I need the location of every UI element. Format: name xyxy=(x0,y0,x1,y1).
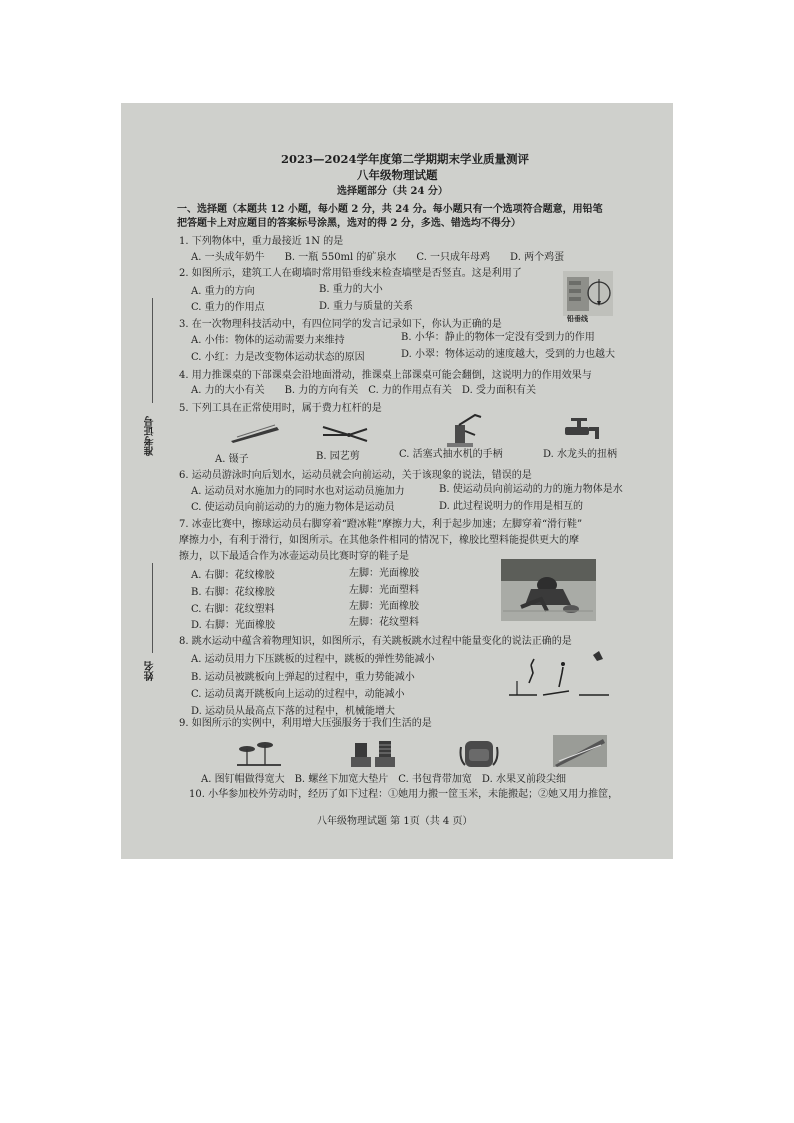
q7-option-a-left: 左脚：光面橡胶 xyxy=(349,568,419,579)
q2-option-b: B. 重力的大小 xyxy=(319,284,383,295)
page-footer: 八年级物理试题 第 1页（共 4 页） xyxy=(317,816,473,827)
diving-board-figure xyxy=(507,647,611,699)
q2-option-a: A. 重力的方向 xyxy=(191,286,255,297)
curling-photo xyxy=(501,559,596,621)
q3-option-d: D. 小翠：物体运动的速度越大，受到的力也越大 xyxy=(401,349,616,360)
q8-option-c: C. 运动员离开跳板向上运动的过程中，动能减小 xyxy=(191,689,405,700)
q7-option-d-left: 左脚：花纹塑料 xyxy=(349,617,419,628)
screw-washer-figure xyxy=(349,735,399,769)
q6-option-b: B. 使运动员向前运动的力的施力物体是水 xyxy=(439,484,623,495)
q3-option-c: C. 小红：力是改变物体运动状态的原因 xyxy=(191,352,365,363)
binding-line-mid xyxy=(152,563,153,653)
q6-stem: 6. 运动员游泳时向后划水，运动员就会向前运动，关于该现象的说法，错误的是 xyxy=(179,470,532,481)
binding-line-top xyxy=(152,298,153,403)
backpack-figure xyxy=(457,735,501,769)
q7-line1: 7. 冰壶比赛中，擦球运动员右脚穿着“蹬冰鞋”摩擦力大，利于起步加速；左脚穿着“滑行鞋” xyxy=(179,519,583,530)
name-label: 姓名 xyxy=(145,661,156,681)
q3-option-b: B. 小华：静止的物体一定没有受到力的作用 xyxy=(401,332,595,343)
q9-stem: 9. 如图所示的实例中，利用增大压强服务于我们生活的是 xyxy=(179,718,432,729)
exam-sheet xyxy=(121,103,673,859)
instructions-line2: 把答题卡上对应题目的答案标号涂黑，选对的得 2 分，多选、错选均不得分） xyxy=(177,218,521,229)
plumb-line-label: 铅垂线 xyxy=(567,314,588,323)
faucet-figure xyxy=(563,417,603,445)
water-pump-figure xyxy=(441,413,485,449)
q10-stem: 10. 小华参加校外劳动时，经历了如下过程：①她用力搬一筐玉米，未能搬起；②她又用力推筐， xyxy=(189,789,619,800)
q2-option-d: D. 重力与质量的关系 xyxy=(319,301,414,312)
garden-shears-figure xyxy=(321,423,369,445)
q7-option-c-left: 左脚：光面橡胶 xyxy=(349,601,419,612)
section-heading: 选择题部分（共 24 分） xyxy=(337,186,448,197)
q1-options: A. 一头成年奶牛 B. 一瓶 550ml 的矿泉水 C. 一只成年母鸡 D. 两个鸡蛋 xyxy=(191,252,565,263)
q7-option-b-left: 左脚：光面塑料 xyxy=(349,585,419,596)
q3-option-a: A. 小伟：物体的运动需要力来维持 xyxy=(191,335,345,346)
exam-subtitle: 八年级物理试题 xyxy=(357,168,438,182)
q8-option-d: D. 运动员从最高点下落的过程中，机械能增大 xyxy=(191,706,396,717)
q7-option-d-right: D. 右脚：光面橡胶 xyxy=(191,620,276,631)
q8-option-a: A. 运动员用力下压跳板的过程中，跳板的弹性势能减小 xyxy=(191,654,435,665)
q5-option-c: C. 活塞式抽水机的手柄 xyxy=(399,449,503,460)
q6-option-d: D. 此过程说明力的作用是相互的 xyxy=(439,501,584,512)
q5-option-b: B. 园艺剪 xyxy=(316,451,360,462)
q4-stem: 4. 用力推课桌的下部课桌会沿地面滑动，推课桌上部课桌可能会翻倒，这说明力的作用效果与 xyxy=(179,370,592,381)
exam-id-label: 准考证号 xyxy=(145,416,156,456)
q7-option-c-right: C. 右脚：花纹塑料 xyxy=(191,604,275,615)
fruit-fork-figure xyxy=(553,735,607,767)
q9-options: A. 图钉帽做得宽大 B. 螺丝下加宽大垫片 C. 书包背带加宽 D. 水果叉前段尖细 xyxy=(201,774,566,785)
q7-option-b-right: B. 右脚：花纹橡胶 xyxy=(191,587,275,598)
q5-option-d: D. 水龙头的扭柄 xyxy=(543,449,618,460)
instructions-line1: 一、选择题（本题共 12 小题，每小题 2 分，共 24 分。每小题只有一个选项符合题意，用铅笔 xyxy=(177,204,603,215)
exam-title: 2023—2024学年度第二学期期末学业质量测评 xyxy=(281,152,530,166)
q5-option-a: A. 镊子 xyxy=(215,454,249,465)
q1-stem: 1. 下列物体中，重力最接近 1N 的是 xyxy=(179,236,344,247)
q8-stem: 8. 跳水运动中蕴含着物理知识，如图所示，有关跳板跳水过程中能量变化的说法正确的是 xyxy=(179,636,572,647)
q7-option-a-right: A. 右脚：花纹橡胶 xyxy=(191,570,275,581)
q5-stem: 5. 下列工具在正常使用时，属于费力杠杆的是 xyxy=(179,403,382,414)
q2-stem: 2. 如图所示，建筑工人在砌墙时常用铅垂线来检查墙壁是否竖直。这是利用了 xyxy=(179,268,522,279)
q6-option-a: A. 运动员对水施加力的同时水也对运动员施加力 xyxy=(191,486,405,497)
q8-option-b: B. 运动员被跳板向上弹起的过程中，重力势能减小 xyxy=(191,672,415,683)
thumbtack-figure xyxy=(233,735,285,769)
q3-stem: 3. 在一次物理科技活动中，有四位同学的发言记录如下，你认为正确的是 xyxy=(179,319,502,330)
q7-line2: 摩擦力小，有利于滑行，如图所示。在其他条件相同的情况下，橡胶比塑料能提供更大的摩 xyxy=(179,535,579,546)
tweezers-figure xyxy=(229,423,281,445)
q4-options: A. 力的大小有关 B. 力的方向有关 C. 力的作用点有关 D. 受力面积有关 xyxy=(191,385,536,396)
q2-option-c: C. 重力的作用点 xyxy=(191,302,265,313)
q7-line3: 擦力，以下最适合作为冰壶运动员比赛时穿的鞋子是 xyxy=(179,551,409,562)
plumb-line-figure xyxy=(563,271,613,316)
q6-option-c: C. 使运动员向前运动的力的施力物体是运动员 xyxy=(191,502,395,513)
